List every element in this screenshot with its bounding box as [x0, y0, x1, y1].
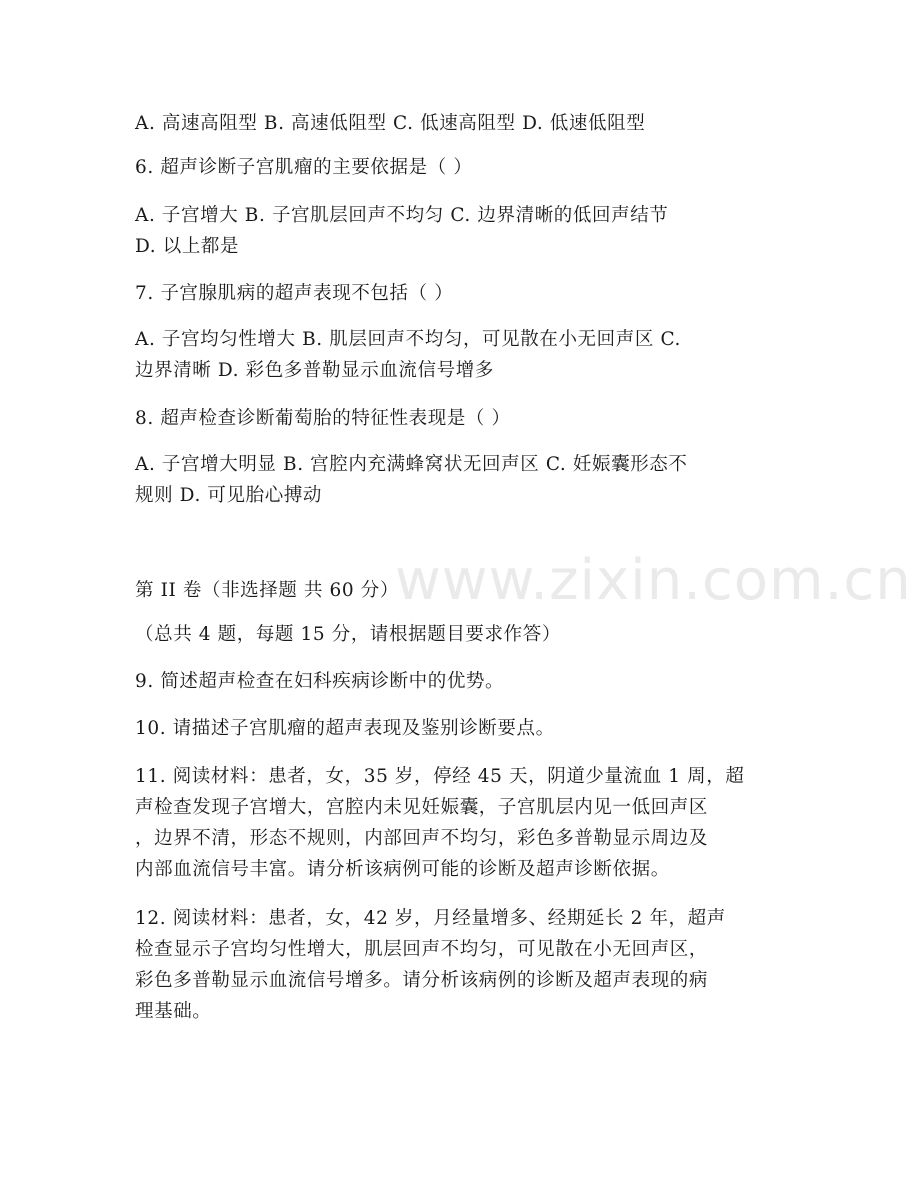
- q11-line-3: ，边界不清，形态不规则，内部回声不均匀，彩色多普勒显示周边及: [135, 828, 709, 849]
- q6-stem-line: 6. 超声诊断子宫肌瘤的主要依据是（ ）: [135, 157, 473, 178]
- q7-options-line-1: A. 子宫均匀性增大 B. 肌层回声不均匀，可见散在小无回声区 C.: [135, 329, 682, 350]
- q9: [135, 666, 785, 697]
- q8-options-line-1: A. 子宫增大明显 B. 宫腔内充满蜂窝状无回声区 C. 妊娠囊形态不: [135, 454, 688, 475]
- q7-options: [135, 324, 785, 386]
- q6-options-line-1: A. 子宫增大 B. 子宫肌层回声不均匀 C. 边界清晰的低回声结节: [135, 205, 669, 226]
- q11-line-4: 内部血流信号丰富。请分析该病例可能的诊断及超声诊断依据。: [135, 859, 670, 880]
- q10-line: 10. 请描述子宫肌瘤的超声表现及鉴别诊断要点。: [135, 718, 555, 739]
- q8-stem: [135, 403, 785, 434]
- q8-options: [135, 449, 785, 511]
- q10: [135, 713, 785, 744]
- q5-options: [135, 108, 785, 139]
- q7-stem: [135, 278, 785, 309]
- q6-stem: [135, 152, 785, 183]
- q12-line-4: 理基础。: [135, 1001, 212, 1022]
- q12: [135, 903, 785, 1027]
- section2-title-line: 第 II 卷（非选择题 共 60 分）: [135, 580, 399, 601]
- q8-options-line-2: 规则 D. 可见胎心搏动: [135, 485, 323, 506]
- q7-stem-line: 7. 子宫腺肌病的超声表现不包括（ ）: [135, 283, 454, 304]
- section2-title: [135, 575, 785, 606]
- q9-line: 9. 简述超声检查在妇科疾病诊断中的优势。: [135, 671, 505, 692]
- q11-line-2: 声检查发现子宫增大，宫腔内未见妊娠囊，子宫肌层内见一低回声区: [135, 797, 709, 818]
- watermark: www.zixin.com.cn: [395, 548, 912, 613]
- section2-instruction-line: （总共 4 题，每题 15 分，请根据题目要求作答）: [135, 624, 561, 645]
- q11-line-1: 11. 阅读材料：患者，女，35 岁，停经 45 天，阴道少量流血 1 周，超: [135, 766, 745, 787]
- q12-line-1: 12. 阅读材料：患者，女，42 岁，月经量增多、经期延长 2 年，超声: [135, 908, 726, 929]
- q7-options-line-2: 边界清晰 D. 彩色多普勒显示血流信号增多: [135, 360, 494, 381]
- q8-stem-line: 8. 超声检查诊断葡萄胎的特征性表现是（ ）: [135, 408, 511, 429]
- section2-instruction: [135, 619, 785, 650]
- q12-line-3: 彩色多普勒显示血流信号增多。请分析该病例的诊断及超声表现的病: [135, 970, 709, 991]
- q11: [135, 761, 785, 885]
- q6-options: [135, 200, 785, 262]
- q12-line-2: 检查显示子宫均匀性增大，肌层回声不均匀，可见散在小无回声区，: [135, 939, 709, 960]
- q5-options-line: A. 高速高阻型 B. 高速低阻型 C. 低速高阻型 D. 低速低阻型: [135, 113, 646, 134]
- q6-options-line-2: D. 以上都是: [135, 236, 240, 257]
